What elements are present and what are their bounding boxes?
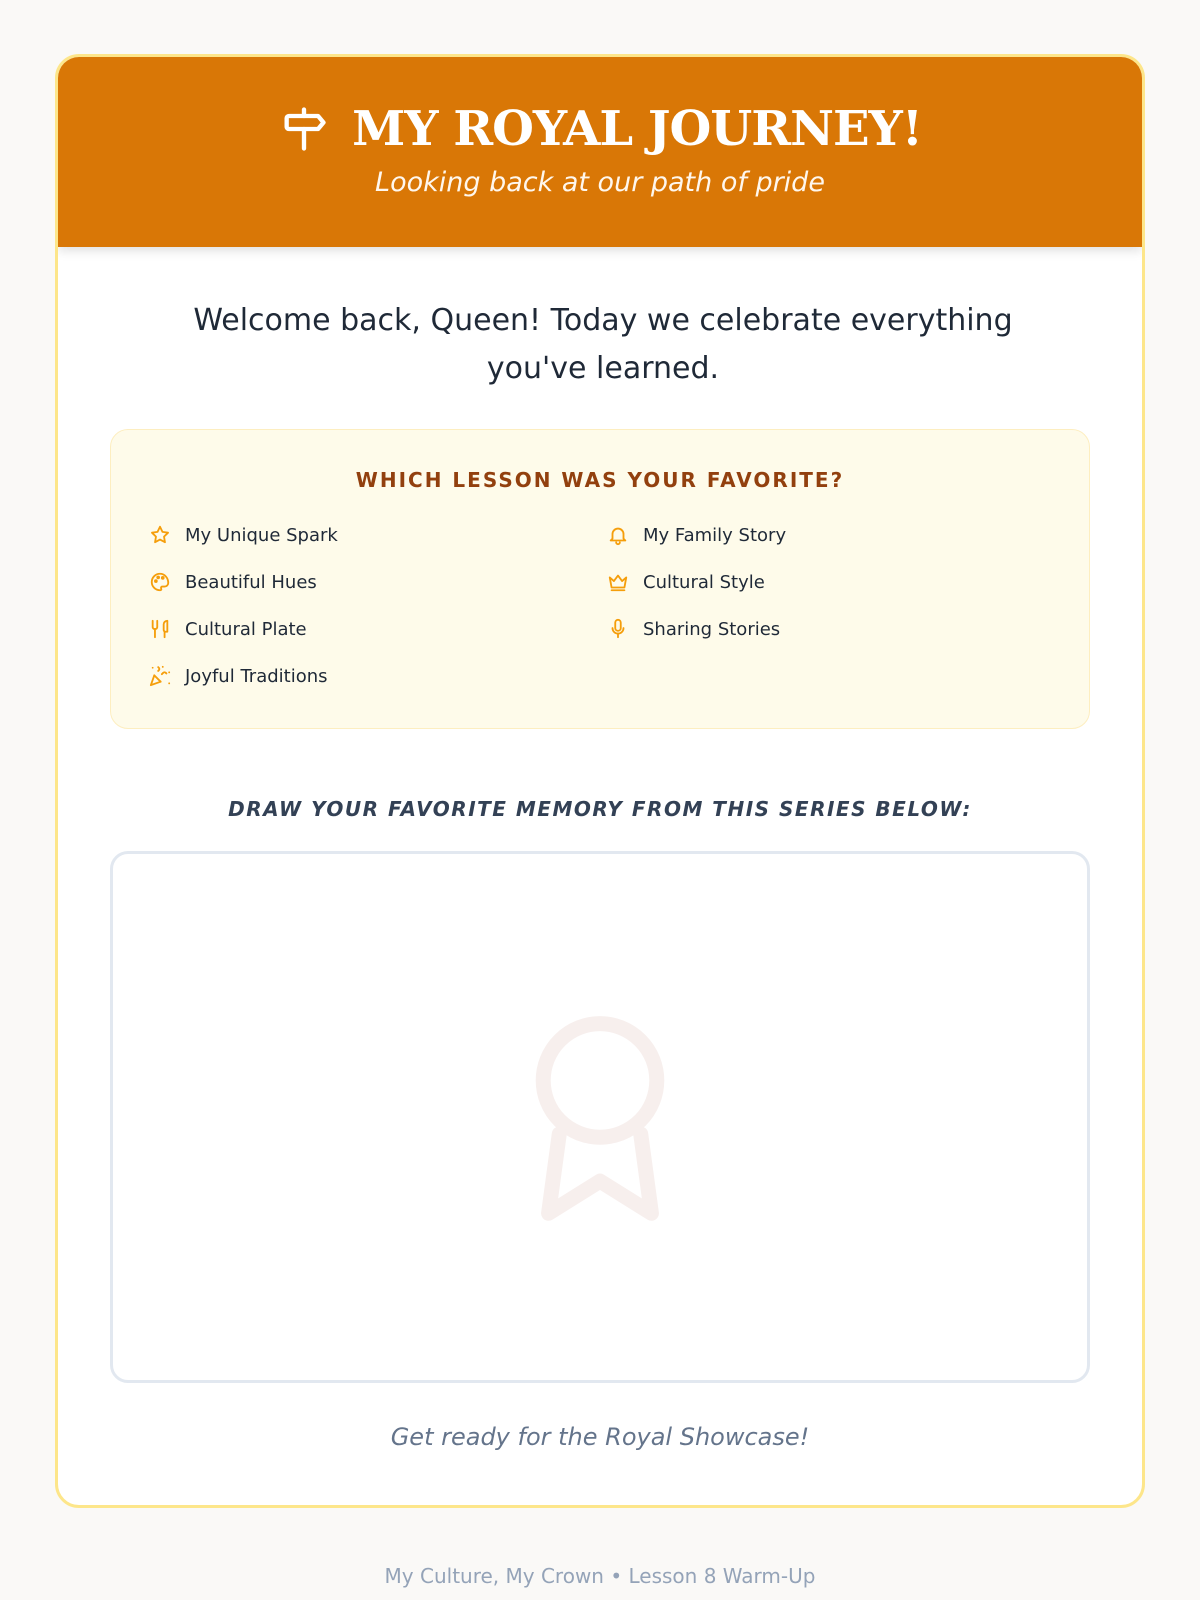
signpost-icon (278, 103, 330, 155)
lesson-label: My Unique Spark (185, 524, 338, 546)
header-banner (58, 57, 1142, 247)
title-row (58, 99, 1142, 159)
favorite-lesson-panel (110, 429, 1090, 729)
favorite-lesson-heading: WHICH LESSON WAS YOUR FAVORITE? (355, 468, 845, 492)
lesson-option-cultural-plate[interactable] (149, 618, 307, 640)
showcase-note: Get ready for the Royal Showcase! (390, 1423, 810, 1451)
lesson-option-beautiful-hues[interactable] (149, 571, 317, 593)
journey-card (55, 54, 1145, 1508)
lesson-label: Cultural Plate (185, 618, 307, 640)
award-ribbon-icon (523, 1014, 677, 1224)
star-icon (149, 524, 171, 546)
welcome-message: Welcome back, Queen! Today we celebrate everything you've learned. (193, 303, 1013, 386)
draw-heading: DRAW YOUR FAVORITE MEMORY FROM THIS SERIES BELOW: (228, 797, 972, 821)
page-footer: My Culture, My Crown • Lesson 8 Warm-Up (384, 1564, 816, 1588)
page-subtitle: Looking back at our path of pride (375, 167, 825, 198)
lesson-label: Cultural Style (643, 571, 765, 593)
palette-icon (149, 571, 171, 593)
utensils-icon (149, 618, 171, 640)
lesson-label: Beautiful Hues (185, 571, 317, 593)
lesson-label: Sharing Stories (643, 618, 781, 640)
lesson-label: Joyful Traditions (185, 665, 328, 687)
lesson-option-my-family-story[interactable] (607, 524, 786, 546)
drawing-canvas[interactable] (110, 851, 1090, 1383)
bell-icon (607, 524, 629, 546)
lesson-option-joyful-traditions[interactable] (149, 665, 328, 687)
crown-icon (607, 571, 629, 593)
page-title: MY ROYAL JOURNEY! (352, 101, 922, 157)
lesson-option-cultural-style[interactable] (607, 571, 765, 593)
lesson-option-sharing-stories[interactable] (607, 618, 780, 640)
microphone-icon (607, 618, 629, 640)
party-popper-icon (149, 665, 171, 687)
lesson-label: My Family Story (643, 524, 787, 546)
lesson-option-my-unique-spark[interactable] (149, 524, 338, 546)
